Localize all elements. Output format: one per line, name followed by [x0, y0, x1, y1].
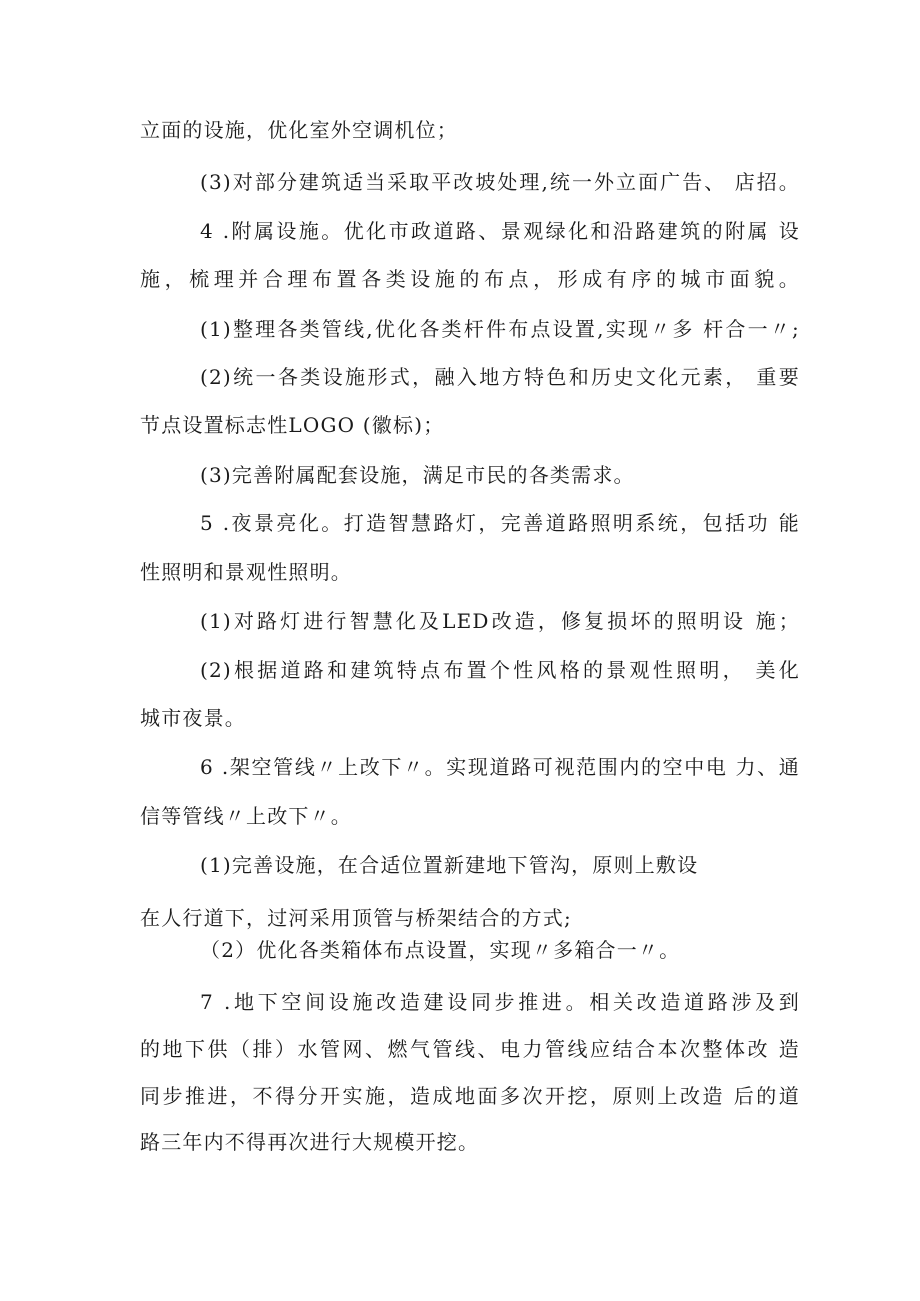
text-line: (1)整理各类管线,优化各类杆件布点设置,实现〃多 杆合一〃;: [200, 317, 800, 341]
text-line: 信等管线〃上改下〃。: [140, 804, 352, 828]
text-line: 4 .附属设施。优化市政道路、景观绿化和沿路建筑的附属 设: [200, 219, 800, 243]
text-line: (3)完善附属配套设施，满足市民的各类需求。: [200, 463, 635, 487]
text-line: (2)统一各类设施形式，融入地方特色和历史文化元素， 重要: [200, 365, 800, 389]
text-line: 6 .架空管线〃上改下〃。实现道路可视范围内的空中电 力、通: [200, 755, 800, 779]
text-line: (3)对部分建筑适当采取平改坡处理,统一外立面广告、 店招。: [200, 170, 800, 194]
text-line: 7 .地下空间设施改造建设同步推进。相关改造道路涉及到: [200, 990, 800, 1014]
text-line: 立面的设施，优化室外空调机位；: [140, 118, 458, 142]
text-line: 路三年内不得再次进行大规模开挖。: [140, 1130, 480, 1154]
text-line: (1)完善设施，在合适位置新建地下管沟，原则上敷设: [200, 853, 699, 877]
text-line: (2)根据道路和建筑特点布置个性风格的景观性照明， 美化: [200, 658, 800, 682]
text-line: 性照明和景观性照明。: [140, 560, 352, 584]
text-line: 同步推进，不得分开实施，造成地面多次开挖，原则上改造 后的道: [140, 1084, 800, 1108]
text-line: 在人行道下，过河采用顶管与桥架结合的方式;: [140, 906, 572, 930]
text-line: (1)对路灯进行智慧化及LED改造，修复损坏的照明设 施；: [200, 609, 800, 633]
text-line: 5 .夜景亮化。打造智慧路灯，完善道路照明系统，包括功 能: [200, 511, 800, 535]
text-line: 节点设置标志性LOGO (徽标)；: [140, 413, 445, 437]
text-line: （2）优化各类箱体布点设置，实现〃多箱合一〃。: [200, 938, 681, 962]
text-line: 城市夜景。: [140, 706, 246, 730]
text-line: 的地下供（排）水管网、燃气管线、电力管线应结合本次整体改 造: [140, 1037, 800, 1061]
text-line: 施，梳理并合理布置各类设施的布点，形成有序的城市面貌。: [140, 267, 800, 291]
